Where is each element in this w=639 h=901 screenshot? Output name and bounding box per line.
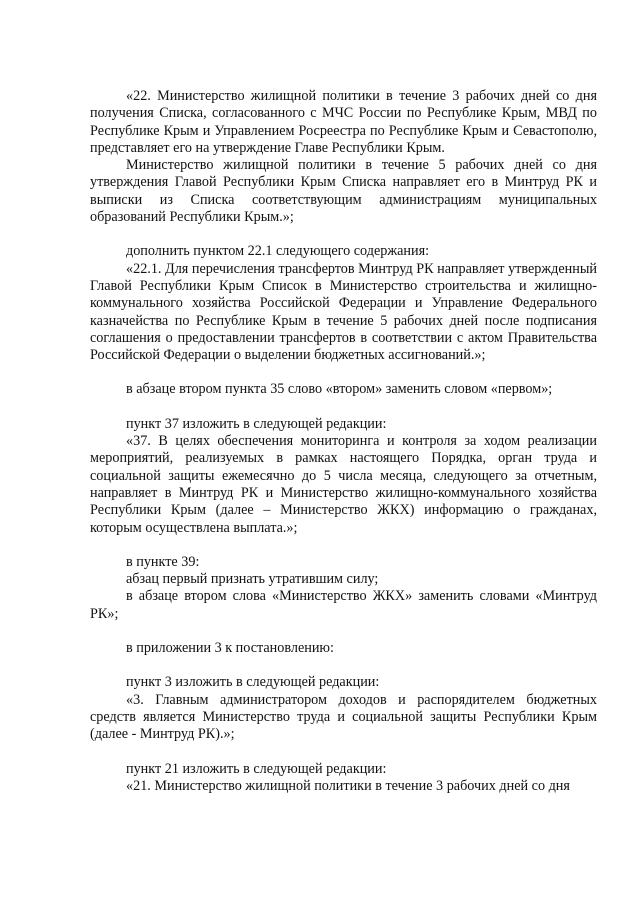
paragraph-gap <box>90 226 597 243</box>
paragraph-gap <box>90 537 597 554</box>
paragraph-item-37: «37. В целях обеспечения мониторинга и контроля за ходом реализации мероприятий, реализуемых в рамках настоящего Порядка, орган труда и социальной защиты ежемесячно до 5 числа месяца, следующего за отчетным, направляет в Минтруд РК и Министерство жилищно-коммунального хозяйства Республики Крым (далее – Министерство ЖКХ) информацию о гражданах, которым осуществлена выплата.»; <box>90 433 597 536</box>
paragraph-item-21: «21. Министерство жилищной политики в течение 3 рабочих дней со дня <box>126 777 570 794</box>
paragraph-gap <box>90 623 597 640</box>
paragraph-gap <box>90 399 597 416</box>
paragraph-item-39-first: абзац первый признать утратившим силу; <box>126 571 379 588</box>
paragraph-gap <box>90 657 597 674</box>
paragraph-appendix-3: в приложении 3 к постановлению: <box>126 640 334 657</box>
paragraph-item-39-second: в абзаце втором слова «Министерство ЖКХ» заменить словами «Минтруд РК»; <box>90 588 597 622</box>
paragraph-item-22: «22. Министерство жилищной политики в течение 3 рабочих дней со дня получения Списка, согласованного с МЧС России по Республике Крым, МВД по Республике Крым и Управлением Росреестра по Республике Крым и Севастополю, представляет его на утверждение Главе Республики Крым. <box>90 88 597 156</box>
paragraph-gap <box>90 364 597 381</box>
paragraph-item-35-change: в абзаце втором пункта 35 слово «втором» заменить словом «первом»; <box>126 381 553 398</box>
paragraph-item-21-intro: пункт 21 изложить в следующей редакции: <box>126 760 387 777</box>
paragraph-add-22-1: дополнить пунктом 22.1 следующего содержания: <box>126 243 430 260</box>
paragraph-gap <box>90 744 597 761</box>
paragraph-item-3: «3. Главным администратором доходов и распорядителем бюджетных средств является Министерство труда и социальной защиты Республики Крым (далее - Минтруд РК).»; <box>90 691 597 743</box>
paragraph-item-37-intro: пункт 37 изложить в следующей редакции: <box>126 415 387 432</box>
paragraph-item-22-second: Министерство жилищной политики в течение 5 рабочих дней со дня утверждения Главой Республики Крым Списка направляет его в Минтруд РК и выписки из Списка соответствующим администрациям муниципальных образований Республики Крым.»; <box>90 157 597 226</box>
document-body <box>90 88 597 795</box>
paragraph-item-22-1: «22.1. Для перечисления трансфертов Минтруд РК направляет утвержденный Главой Республики Крым Список в Министерство строительства и жилищно-коммунального хозяйства Российской Федерации и Управление Федерального казначейства по Республике Крым в течение 5 рабочих дней после подписания соглашения о предоставлении трансфертов в соответствии с актом Правительства Российской Федерации о выделении бюджетных ассигнований.»; <box>90 260 597 364</box>
paragraph-item-3-intro: пункт 3 изложить в следующей редакции: <box>126 674 380 691</box>
paragraph-item-39-intro: в пункте 39: <box>126 553 200 570</box>
